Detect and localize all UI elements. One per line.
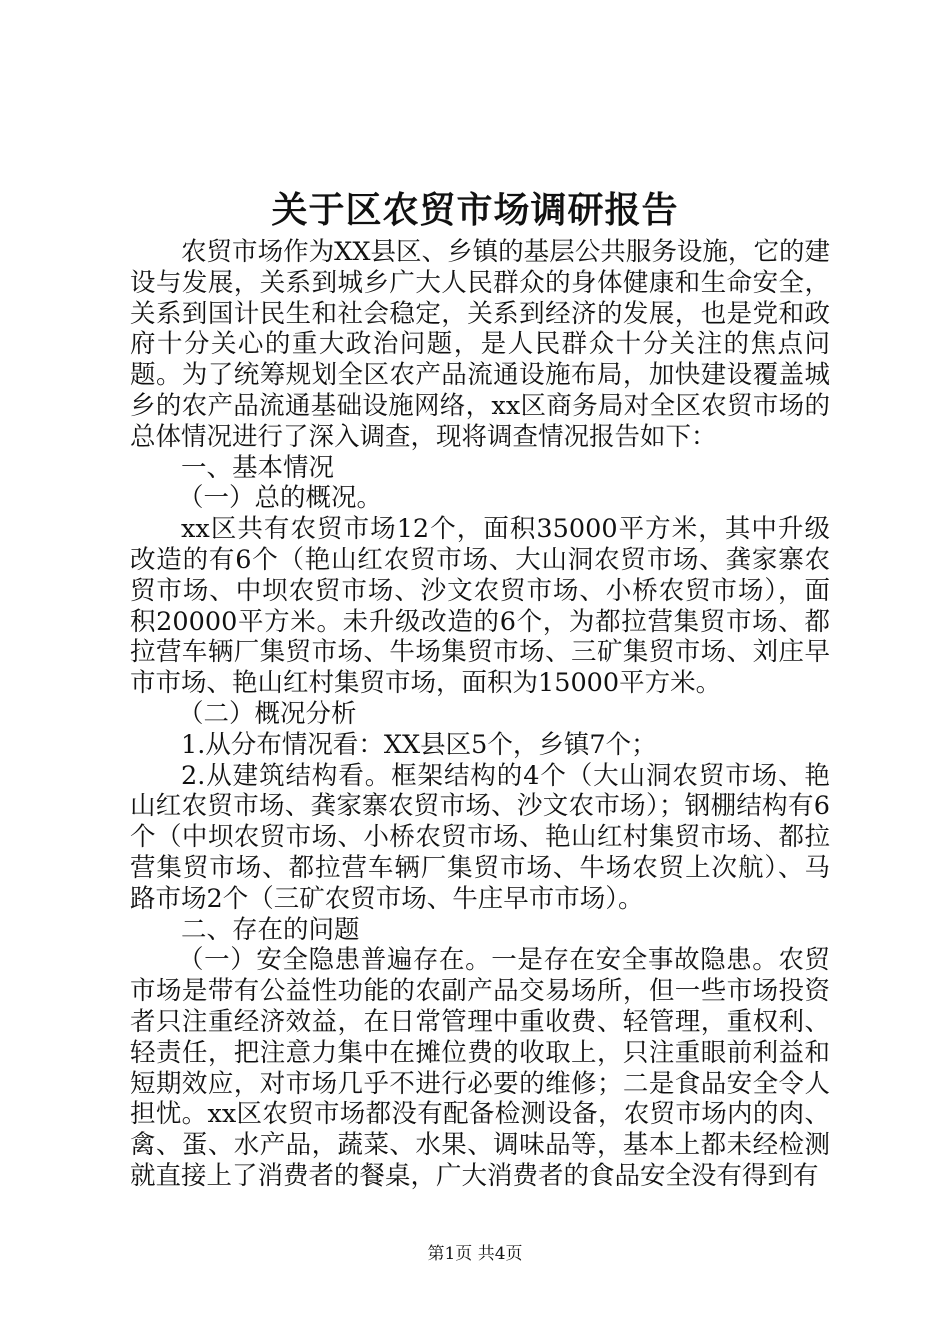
paragraph-overview: xx区共有农贸市场12个，面积35000平方米，其中升级改造的有6个（艳山红农贸市场、大山洞农贸市场、龚家寨农贸市场、中坝农贸市场、沙文农贸市场、小桥农贸市场），面积20000平方米。未升级改造的6个，为都拉营集贸市场、都拉营车辆厂集贸市场、牛场集贸市场、三矿集贸市场、刘庄早市市场、艳山红村集贸市场，面积为15000平方米。 <box>130 514 830 699</box>
paragraph-intro: 农贸市场作为XX县区、乡镇的基层公共服务设施，它的建设与发展，关系到城乡广大人民群众的身体健康和生命安全，关系到国计民生和社会稳定，关系到经济的发展，也是党和政府十分关心的重大政治问题，是人民群众十分关注的焦点问题。为了统筹规划全区农产品流通设施布局，加快建设覆盖城乡的农产品流通基础设施网络，xx区商务局对全区农贸市场的总体情况进行了深入调查，现将调查情况报告如下： <box>130 237 830 452</box>
subheading-overview: （一）总的概况。 <box>178 483 383 514</box>
paragraph-structure: 2.从建筑结构看。框架结构的4个（大山洞农贸市场、艳山红农贸市场、龚家寨农贸市场、沙文农市场）；钢棚结构有6个（中坝农贸市场、小桥农贸市场、艳山红村集贸市场、都拉营集贸市场、都拉营车辆厂集贸市场、牛场农贸上次航）、马路市场2个（三矿农贸市场、牛庄早市市场）。 <box>130 760 830 914</box>
document-title: 关于区农贸市场调研报告 <box>271 189 679 231</box>
paragraph-distribution: 1.从分布情况看：XX县区5个，乡镇7个； <box>181 729 657 760</box>
document-body <box>130 237 830 1192</box>
heading-basic-situation: 一、基本情况 <box>181 452 335 483</box>
heading-problems: 二、存在的问题 <box>181 914 360 945</box>
subheading-analysis: （二）概况分析 <box>178 698 357 729</box>
page-footer: 第1页 共4页 <box>427 1244 523 1264</box>
paragraph-safety: （一）安全隐患普遍存在。一是存在安全事故隐患。农贸市场是带有公益性功能的农副产品交易场所，但一些市场投资者只注重经济效益，在日常管理中重收费、轻管理，重权利、轻责任，把注意力集中在摊位费的收取上，只注重眼前利益和短期效应，对市场几乎不进行必要的维修；二是食品安全令人担忧。xx区农贸市场都没有配备检测设备，农贸市场内的肉、禽、蛋、水产品，蔬菜、水果、调味品等，基本上都未经检测就直接上了消费者的餐桌，广大消费者的食品安全没有得到有 <box>130 945 830 1191</box>
